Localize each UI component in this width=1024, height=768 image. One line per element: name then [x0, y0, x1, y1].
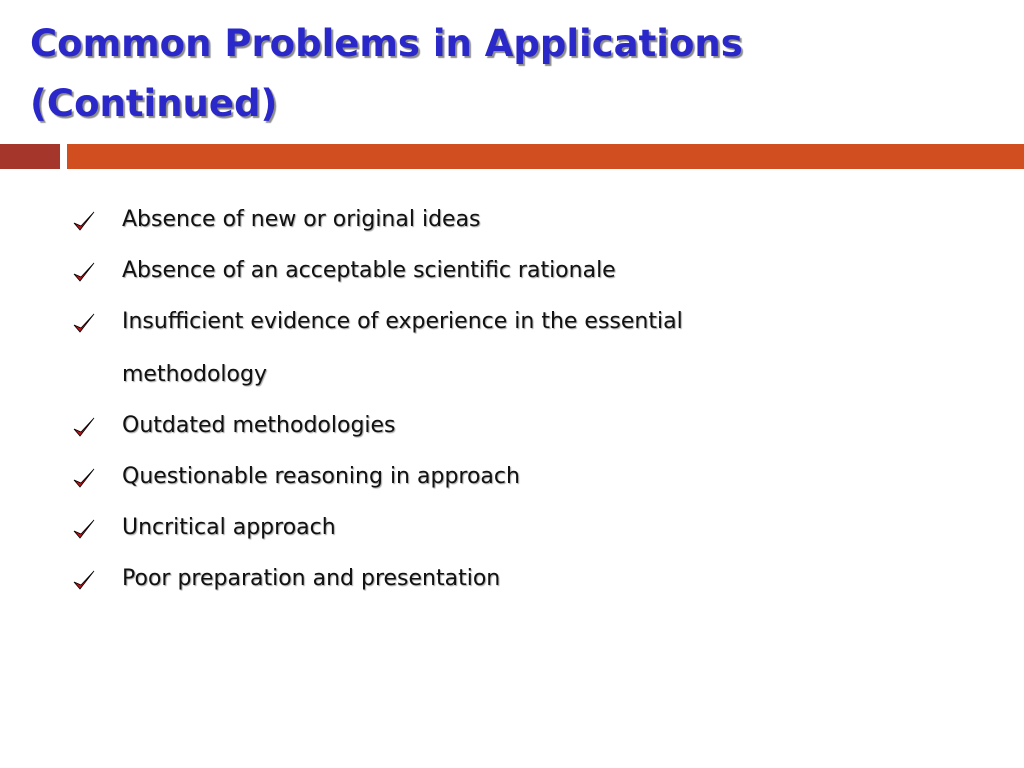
list-item — [70, 411, 970, 452]
list-item-text: Absence of new or original ideas — [122, 207, 481, 232]
list-item — [70, 564, 970, 605]
list-item — [70, 307, 970, 401]
list-item-text: Outdated methodologies — [122, 413, 396, 438]
list-item-text: Uncritical approach — [122, 515, 336, 540]
slide-title — [30, 14, 990, 134]
checkmark-icon — [70, 209, 122, 235]
checkmark-icon — [70, 415, 122, 441]
list-item — [70, 256, 970, 297]
checkmark-icon — [70, 568, 122, 594]
list-item-text: Poor preparation and presentation — [122, 566, 501, 591]
list-item-text: Absence of an acceptable scientific rationale — [122, 258, 616, 283]
accent-bar-left — [0, 144, 60, 169]
list-item — [70, 205, 970, 246]
checkmark-icon — [70, 260, 122, 286]
list-item — [70, 513, 970, 554]
list-item-text: Insufficient evidence of experience in the essential methodology — [122, 309, 683, 387]
slide-title-line-2: (Continued) — [30, 82, 278, 125]
checkmark-icon — [70, 466, 122, 492]
list-item-text: Questionable reasoning in approach — [122, 464, 520, 489]
slide-title-line-1: Common Problems in Applications — [30, 22, 743, 65]
bullet-list — [70, 205, 970, 615]
list-item — [70, 462, 970, 503]
checkmark-icon — [70, 311, 122, 337]
checkmark-icon — [70, 517, 122, 543]
accent-bar-right — [67, 144, 1024, 169]
